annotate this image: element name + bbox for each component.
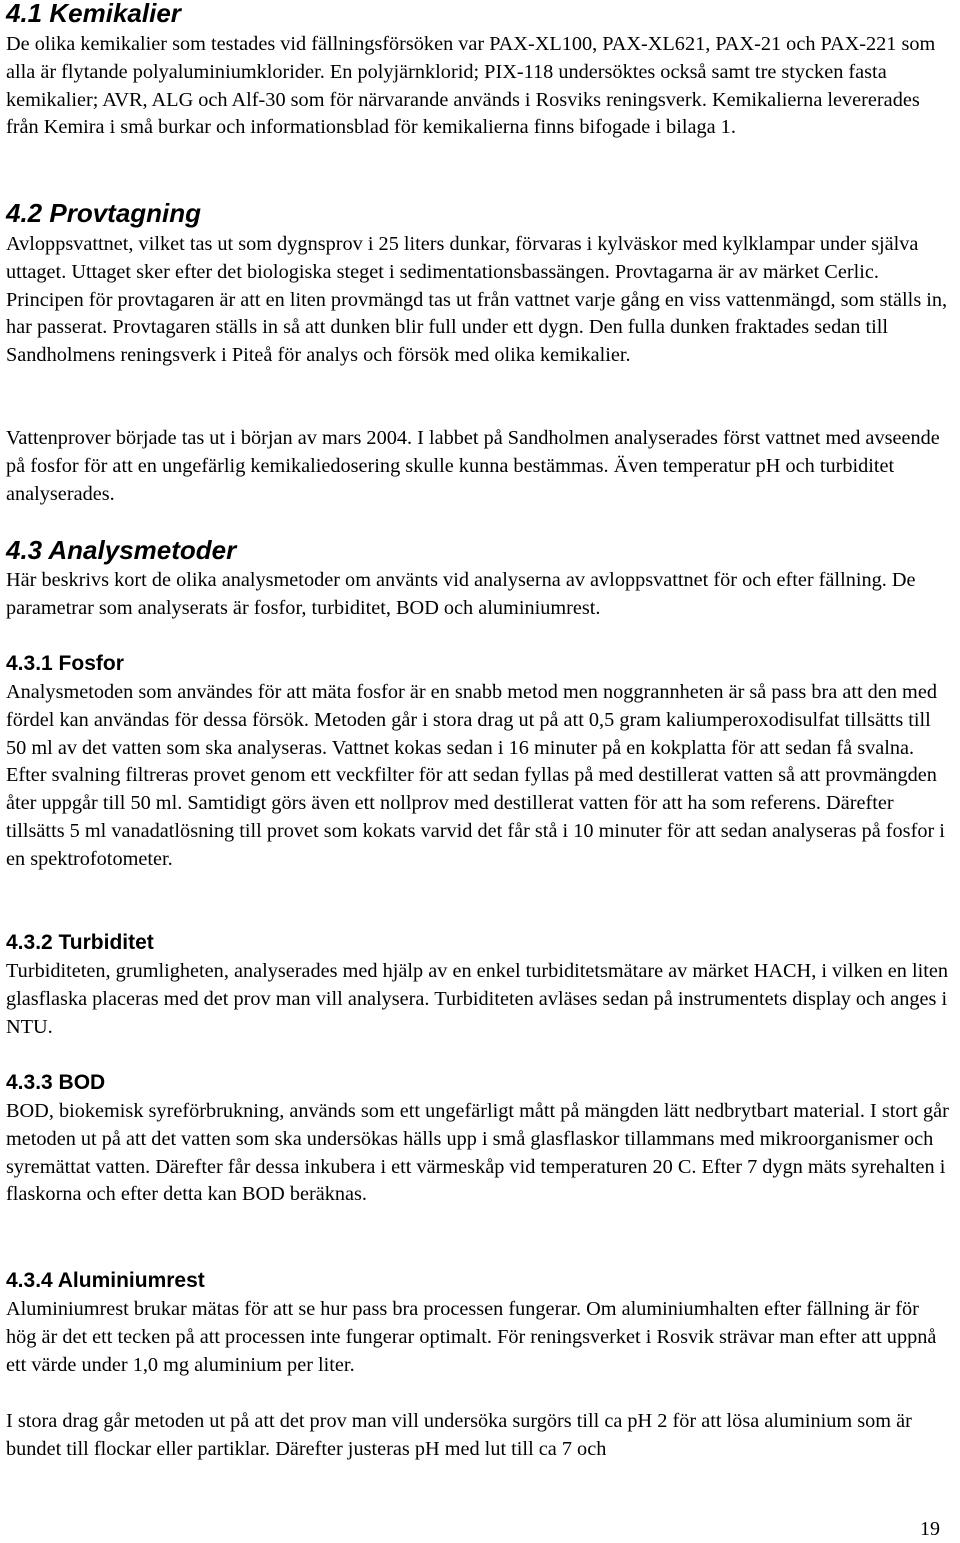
section-heading-4-2: 4.2 Provtagning bbox=[6, 198, 202, 228]
paragraph: Analysmetoden som användes för att mäta fosfor är en snabb metod men noggrannheten är så pass bra att den med fördel kan användas för dessa försök. Metoden går i stora drag ut på att 0,5 gram kaliumperoxodisulfat tillsätts till 50 ml av det vatten som ska analyseras. Vattnet kokas sedan i 16 minuter på en kokplatta för att sedan få svalna. Efter svalning filtreras provet genom ett veckfilter för att sedan fyllas på med destillerat vatten så att provmängden åter uppgår till 50 ml. Samtidigt görs även ett nollprov med destillerat vatten för att ha som referens. Därefter tillsätts 5 ml vanadatlösning till provet som kokats varvid det får stå i 10 minuter för att sedan analyseras på fosfor i en spektrofotometer. bbox=[6, 681, 945, 870]
page-number: 19 bbox=[920, 1518, 940, 1540]
subsection-heading-4-3-1: 4.3.1 Fosfor bbox=[6, 652, 124, 675]
paragraph: De olika kemikalier som testades vid fällningsförsöken var PAX-XL100, PAX-XL621, PAX-21 och PAX-221 som alla är flytande polyaluminiumklorider. En polyjärnklorid; PIX-118 undersöktes också samt tre stycken fasta kemikalier; AVR, ALG och Alf-30 som för närvarande används i Rosviks reningsverk. Kemikalierna levererades från Kemira i små burkar och informationsblad för kemikalierna finns bifogade i bilaga 1. bbox=[6, 33, 936, 139]
paragraph: I stora drag går metoden ut på att det prov man vill undersöka surgörs till ca pH 2 för att lösa aluminium som är bundet till flockar eller partiklar. Därefter justeras pH med lut till ca 7 och bbox=[6, 1410, 912, 1460]
paragraph: BOD, biokemisk syreförbrukning, används som ett ungefärligt mått på mängden lätt nedbrytbart material. I stort går metoden ut på att det vatten som ska undersökas hälls upp i små glasflaskor tillammans med mikroorganismer och syremättat vatten. Därefter får dessa inkubera i ett värmeskåp vid temperaturen 20 C. Efter 7 dygn mäts syrehalten i flaskorna och efter detta kan BOD beräknas. bbox=[6, 1100, 949, 1206]
paragraph: Aluminiumrest brukar mätas för att se hur pass bra processen fungerar. Om aluminiumhalten efter fällning är för hög är det ett tecken på att processen inte fungerar optimalt. För reningsverket i Rosvik strävar man efter att uppnå ett värde under 1,0 mg aluminium per liter. bbox=[6, 1298, 937, 1376]
paragraph: Avloppsvattnet, vilket tas ut som dygnsprov i 25 liters dunkar, förvaras i kylväskor med kylklampar under själva uttaget. Uttaget sker efter det biologiska steget i sedimentationsbassängen. Provtagarna är av märket Cerlic. Principen för provtagaren är att en liten provmängd tas ut från vattnet varje gång en viss vattenmängd, som ställs in, har passerat. Provtagaren ställs in så att dunken blir full under ett dygn. Den fulla dunken fraktades sedan till Sandholmens reningsverk i Piteå för analys och försök med olika kemikalier. bbox=[6, 233, 948, 367]
subsection-heading-4-3-3: 4.3.3 BOD bbox=[6, 1071, 106, 1094]
paragraph: Turbiditeten, grumligheten, analyserades med hjälp av en enkel turbiditetsmätare av märket HACH, i vilken en liten glasflaska placeras med det prov man vill analysera. Turbiditeten avläses sedan på instrumentets display och anges i NTU. bbox=[6, 960, 949, 1038]
section-heading-4-1: 4.1 Kemikalier bbox=[6, 0, 181, 28]
subsection-heading-4-3-4: 4.3.4 Aluminiumrest bbox=[6, 1269, 205, 1292]
section-heading-4-3: 4.3 Analysmetoder bbox=[6, 535, 237, 565]
subsection-heading-4-3-2: 4.3.2 Turbiditet bbox=[6, 931, 154, 954]
paragraph: Här beskrivs kort de olika analysmetoder om använts vid analyserna av avloppsvattnet för och efter fällning. De parametrar som analyserats är fosfor, turbiditet, BOD och aluminiumrest. bbox=[6, 569, 916, 619]
paragraph: Vattenprover började tas ut i början av mars 2004. I labbet på Sandholmen analyserades först vattnet med avseende på fosfor för att en ungefärlig kemikaliedosering skulle kunna bestämmas. Även temperatur pH och turbiditet analyserades. bbox=[6, 427, 940, 505]
